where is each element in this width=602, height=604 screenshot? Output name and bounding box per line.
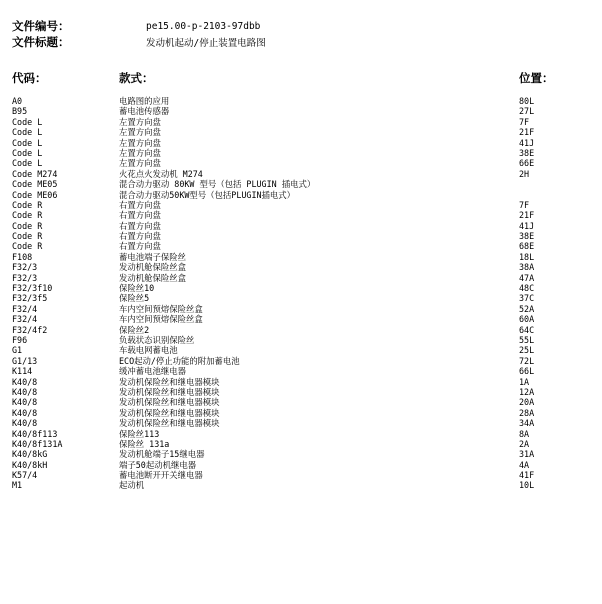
component-description: 车载电网蓄电池 [119, 345, 178, 356]
component-code: Code L [12, 127, 43, 138]
table-row [12, 439, 602, 449]
component-description: 左置方向盘 [119, 137, 161, 148]
component-description: 发动机舱保险丝盒 [119, 262, 186, 273]
table-row [12, 190, 602, 200]
doc-title-label: 文件标题： [12, 35, 70, 49]
component-position: 80L [519, 96, 535, 106]
document-metadata [12, 18, 266, 50]
table-row [12, 148, 602, 158]
component-position: 18L [519, 251, 535, 262]
component-code: F32/3f10 [12, 283, 53, 294]
table-row [12, 158, 602, 168]
component-position: 55L [519, 334, 535, 345]
table-row [12, 470, 602, 480]
table-row [12, 304, 602, 314]
component-code: G1 [12, 345, 23, 356]
table-row [12, 314, 602, 324]
component-code: K40/8f131A [12, 438, 63, 449]
component-code: Code L [12, 116, 43, 127]
table-row [12, 138, 602, 148]
component-code: Code L [12, 158, 43, 169]
table-row [12, 252, 602, 262]
component-description: 右置方向盘 [119, 241, 161, 252]
component-position: 21F [519, 127, 535, 138]
component-code: K40/8kG [12, 449, 48, 460]
table-row [12, 325, 602, 335]
component-position: 25L [519, 345, 535, 356]
component-code: Code R [12, 231, 43, 242]
table-row [12, 449, 602, 459]
component-position: 2A [519, 438, 530, 449]
component-position: 60A [519, 314, 535, 325]
component-code: F32/4 [12, 303, 38, 314]
table-row [12, 210, 602, 220]
component-position: 27L [519, 106, 535, 117]
component-code: B95 [12, 106, 28, 117]
component-code: F32/3f5 [12, 293, 48, 304]
header-code: 代码： [12, 71, 47, 85]
component-description: 端子50起动机继电器 [119, 459, 197, 470]
table-row [12, 221, 602, 231]
component-position: 7F [519, 199, 530, 210]
component-description: 左置方向盘 [119, 116, 161, 127]
component-description: 发动机保险丝和继电器模块 [119, 376, 220, 387]
component-position: 41J [519, 137, 535, 148]
component-description: 发动机保险丝和继电器模块 [119, 386, 220, 397]
component-position: 38E [519, 147, 535, 158]
component-position: 48C [519, 283, 535, 294]
component-position: 20A [519, 397, 535, 408]
component-position: 47A [519, 272, 535, 283]
component-code: Code R [12, 220, 43, 231]
table-row [12, 408, 602, 418]
component-position: 68E [519, 241, 535, 252]
component-position: 38A [519, 262, 535, 273]
table-row [12, 241, 602, 251]
component-code: Code M274 [12, 168, 58, 179]
component-position: 41F [519, 470, 535, 481]
table-row [12, 179, 602, 189]
table-row [12, 480, 602, 490]
component-description: 保险丝10 [119, 283, 155, 294]
component-position: 34A [519, 418, 535, 429]
component-description: 蓄电池传感器 [119, 106, 170, 117]
component-code: K40/8 [12, 407, 38, 418]
table-row [12, 200, 602, 210]
component-position: 66E [519, 158, 535, 169]
table-row [12, 293, 602, 303]
table-row [12, 117, 602, 127]
component-description: 保险丝2 [119, 324, 150, 335]
component-position: 28A [519, 407, 535, 418]
table-row [12, 356, 602, 366]
component-code: F108 [12, 251, 33, 262]
page-bottom-edge [0, 600, 602, 604]
doc-title-row [12, 34, 266, 50]
component-position: 38E [519, 231, 535, 242]
component-code: F32/3 [12, 272, 38, 283]
table-row [12, 262, 602, 272]
doc-title-value: 发动机起动/停止装置电路图 [146, 38, 266, 49]
component-position: 10L [519, 480, 535, 491]
table-row [12, 127, 602, 137]
component-description: 负载状态识别保险丝 [119, 334, 195, 345]
table-row [12, 106, 602, 116]
table-row [12, 377, 602, 387]
component-code: K40/8 [12, 386, 38, 397]
component-description: 缓冲蓄电池继电器 [119, 366, 186, 377]
component-code: K57/4 [12, 470, 38, 481]
component-code: F32/4f2 [12, 324, 48, 335]
component-code: Code ME05 [12, 179, 58, 190]
table-row [12, 345, 602, 355]
component-position: 66L [519, 366, 535, 377]
component-description: 车内空间预熔保险丝盒 [119, 314, 203, 325]
table-row [12, 366, 602, 376]
component-position: 1A [519, 376, 530, 387]
table-row [12, 231, 602, 241]
component-code: K40/8kH [12, 459, 48, 470]
component-code: G1/13 [12, 355, 38, 366]
component-code: K40/8 [12, 418, 38, 429]
doc-number-row [12, 18, 266, 34]
component-position: 37C [519, 293, 535, 304]
component-code: Code R [12, 210, 43, 221]
component-position: 64C [519, 324, 535, 335]
component-description: 保险丝5 [119, 293, 150, 304]
component-description: 蓄电池断开开关继电器 [119, 470, 203, 481]
table-row [12, 169, 602, 179]
header-position: 位置： [519, 71, 554, 85]
table-row [12, 418, 602, 428]
component-position: 4A [519, 459, 530, 470]
doc-number-label: 文件编号： [12, 19, 70, 33]
component-description: 混合动力驱动 80KW 型号（包括 PLUGIN 插电式） [119, 179, 316, 190]
component-description: 发动机舱保险丝盒 [119, 272, 186, 283]
component-description: 火花点火发动机 M274 [119, 168, 203, 179]
header-description: 款式： [119, 71, 154, 85]
component-position: 52A [519, 303, 535, 314]
component-code: Code R [12, 241, 43, 252]
table-row [12, 273, 602, 283]
component-position: 8A [519, 428, 530, 439]
component-position: 31A [519, 449, 535, 460]
component-code: K40/8f113 [12, 428, 58, 439]
component-description: 发动机保险丝和继电器模块 [119, 407, 220, 418]
component-description: 蓄电池端子保险丝 [119, 251, 186, 262]
component-description: 发动机保险丝和继电器模块 [119, 418, 220, 429]
component-code: Code L [12, 147, 43, 158]
component-description: 保险丝 131a [119, 438, 170, 449]
component-description: 右置方向盘 [119, 210, 161, 221]
component-code: K114 [12, 366, 33, 377]
component-description: 左置方向盘 [119, 147, 161, 158]
component-description: 起动机 [119, 480, 145, 491]
component-code: K40/8 [12, 376, 38, 387]
component-code: M1 [12, 480, 23, 491]
table-row [12, 397, 602, 407]
component-description: 车内空间预熔保险丝盒 [119, 303, 203, 314]
component-code: F32/3 [12, 262, 38, 273]
component-description: ECO起动/停止功能的附加蓄电池 [119, 355, 240, 366]
component-description: 左置方向盘 [119, 158, 161, 169]
component-description: 电路图的应用 [119, 96, 170, 106]
component-position: 12A [519, 386, 535, 397]
component-position: 21F [519, 210, 535, 221]
component-code: Code R [12, 199, 43, 210]
component-description: 发动机舱端子15继电器 [119, 449, 205, 460]
component-description: 右置方向盘 [119, 231, 161, 242]
table-row [12, 460, 602, 470]
table-row [12, 387, 602, 397]
table-header [12, 70, 602, 86]
component-description: 发动机保险丝和继电器模块 [119, 397, 220, 408]
table-row [12, 429, 602, 439]
component-description: 右置方向盘 [119, 199, 161, 210]
component-position: 2H [519, 168, 530, 179]
component-code: K40/8 [12, 397, 38, 408]
component-code: F96 [12, 334, 28, 345]
component-position: 72L [519, 355, 535, 366]
table-row [12, 283, 602, 293]
table-row [12, 335, 602, 345]
table-row [12, 96, 602, 106]
component-code: F32/4 [12, 314, 38, 325]
component-description: 右置方向盘 [119, 220, 161, 231]
component-code: A0 [12, 96, 23, 106]
component-position: 41J [519, 220, 535, 231]
component-code: Code L [12, 137, 43, 148]
component-table [12, 96, 602, 491]
doc-number-value: pe15.00-p-2103-97dbb [146, 20, 261, 32]
component-code: Code ME06 [12, 189, 58, 200]
component-description: 混合动力驱动50KW型号（包括PLUGIN插电式） [119, 189, 296, 200]
component-description: 保险丝113 [119, 428, 160, 439]
component-description: 左置方向盘 [119, 127, 161, 138]
component-position: 7F [519, 116, 530, 127]
